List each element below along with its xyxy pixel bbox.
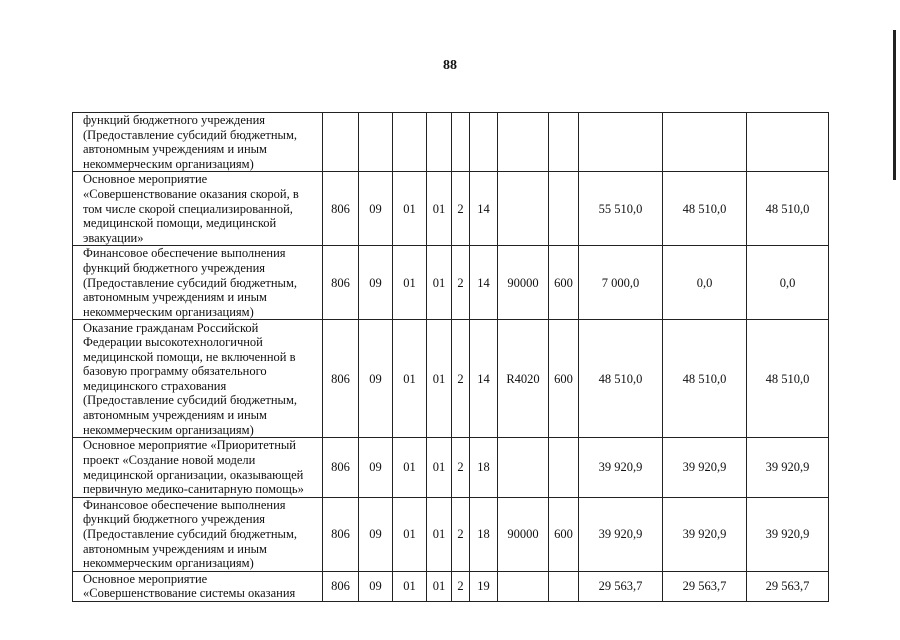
amount-year3-cell: 39 920,9 [747,438,829,497]
table-body [73,113,829,602]
expense-type-cell [549,438,579,497]
amount-year1-cell: 55 510,0 [579,172,663,246]
amount-year1-cell: 39 920,9 [579,497,663,571]
amount-year1-cell: 7 000,0 [579,246,663,320]
department-code-cell: 806 [323,320,359,438]
measure-code-cell: 18 [470,497,498,571]
program-code-cell: 01 [427,172,452,246]
amount-year2-cell: 48 510,0 [663,172,747,246]
subsection-code-cell: 01 [393,320,427,438]
subprogram-code-cell: 2 [452,497,470,571]
section-code-cell [359,113,393,172]
department-code-cell: 806 [323,172,359,246]
table-row [73,438,829,497]
department-code-cell [323,113,359,172]
direction-code-cell [498,172,549,246]
expense-type-cell [549,172,579,246]
subsection-code-cell: 01 [393,172,427,246]
subprogram-code-cell: 2 [452,438,470,497]
direction-code-cell: 90000 [498,246,549,320]
description-cell: Основное мероприятие «Приоритетный проект «Создание новой модели медицинской организации, оказывающей первичную медико-санитарную помощь» [73,438,323,497]
scan-edge-mark [893,30,896,180]
program-code-cell [427,113,452,172]
expense-type-cell: 600 [549,497,579,571]
description-cell: Финансовое обеспечение выполнения функций бюджетного учреждения (Предоставление субсидий бюджетным, автономным учреждениям и иным некоммерческим организациям) [73,497,323,571]
expense-type-cell [549,113,579,172]
direction-code-cell [498,438,549,497]
direction-code-cell: 90000 [498,497,549,571]
amount-year3-cell [747,113,829,172]
table-row [73,571,829,601]
program-code-cell: 01 [427,320,452,438]
measure-code-cell: 14 [470,246,498,320]
section-code-cell: 09 [359,438,393,497]
table-row [73,320,829,438]
amount-year1-cell [579,113,663,172]
page-number: 88 [443,58,457,73]
section-code-cell: 09 [359,246,393,320]
measure-code-cell: 14 [470,172,498,246]
subsection-code-cell: 01 [393,571,427,601]
program-code-cell: 01 [427,497,452,571]
subprogram-code-cell: 2 [452,320,470,438]
section-code-cell: 09 [359,571,393,601]
direction-code-cell [498,113,549,172]
direction-code-cell [498,571,549,601]
amount-year1-cell: 39 920,9 [579,438,663,497]
subsection-code-cell: 01 [393,438,427,497]
section-code-cell: 09 [359,320,393,438]
program-code-cell: 01 [427,571,452,601]
program-code-cell: 01 [427,438,452,497]
description-cell: Основное мероприятие «Совершенствование системы оказания [73,571,323,601]
subsection-code-cell [393,113,427,172]
section-code-cell: 09 [359,172,393,246]
description-cell: Основное мероприятие «Совершенствование оказания скорой, в том числе скорой специализированной, медицинской помощи, медицинской эвакуации» [73,172,323,246]
department-code-cell: 806 [323,246,359,320]
description-cell: функций бюджетного учреждения (Предоставление субсидий бюджетным, автономным учреждениям и иным некоммерческим организациям) [73,113,323,172]
amount-year2-cell: 48 510,0 [663,320,747,438]
department-code-cell: 806 [323,571,359,601]
table-row [73,246,829,320]
section-code-cell: 09 [359,497,393,571]
amount-year2-cell [663,113,747,172]
expense-type-cell: 600 [549,320,579,438]
measure-code-cell: 14 [470,320,498,438]
budget-table [72,112,829,602]
amount-year1-cell: 48 510,0 [579,320,663,438]
amount-year2-cell: 0,0 [663,246,747,320]
direction-code-cell: R4020 [498,320,549,438]
measure-code-cell [470,113,498,172]
amount-year2-cell: 29 563,7 [663,571,747,601]
subprogram-code-cell: 2 [452,571,470,601]
description-cell: Оказание гражданам Российской Федерации высокотехнологичной медицинской помощи, не включенной в базовую программу обязательного медицинского страхования (Предоставление субсидий бюджетным, автономным учреждениям и иным некоммерческим организациям) [73,320,323,438]
amount-year3-cell: 29 563,7 [747,571,829,601]
table-row [73,172,829,246]
amount-year3-cell: 0,0 [747,246,829,320]
amount-year2-cell: 39 920,9 [663,438,747,497]
amount-year1-cell: 29 563,7 [579,571,663,601]
table-row [73,497,829,571]
amount-year2-cell: 39 920,9 [663,497,747,571]
measure-code-cell: 19 [470,571,498,601]
subsection-code-cell: 01 [393,497,427,571]
subsection-code-cell: 01 [393,246,427,320]
amount-year3-cell: 48 510,0 [747,320,829,438]
measure-code-cell: 18 [470,438,498,497]
subprogram-code-cell: 2 [452,172,470,246]
expense-type-cell: 600 [549,246,579,320]
table-row [73,113,829,172]
subprogram-code-cell [452,113,470,172]
department-code-cell: 806 [323,438,359,497]
department-code-cell: 806 [323,497,359,571]
subprogram-code-cell: 2 [452,246,470,320]
program-code-cell: 01 [427,246,452,320]
expense-type-cell [549,571,579,601]
amount-year3-cell: 48 510,0 [747,172,829,246]
amount-year3-cell: 39 920,9 [747,497,829,571]
description-cell: Финансовое обеспечение выполнения функций бюджетного учреждения (Предоставление субсидий бюджетным, автономным учреждениям и иным некоммерческим организациям) [73,246,323,320]
